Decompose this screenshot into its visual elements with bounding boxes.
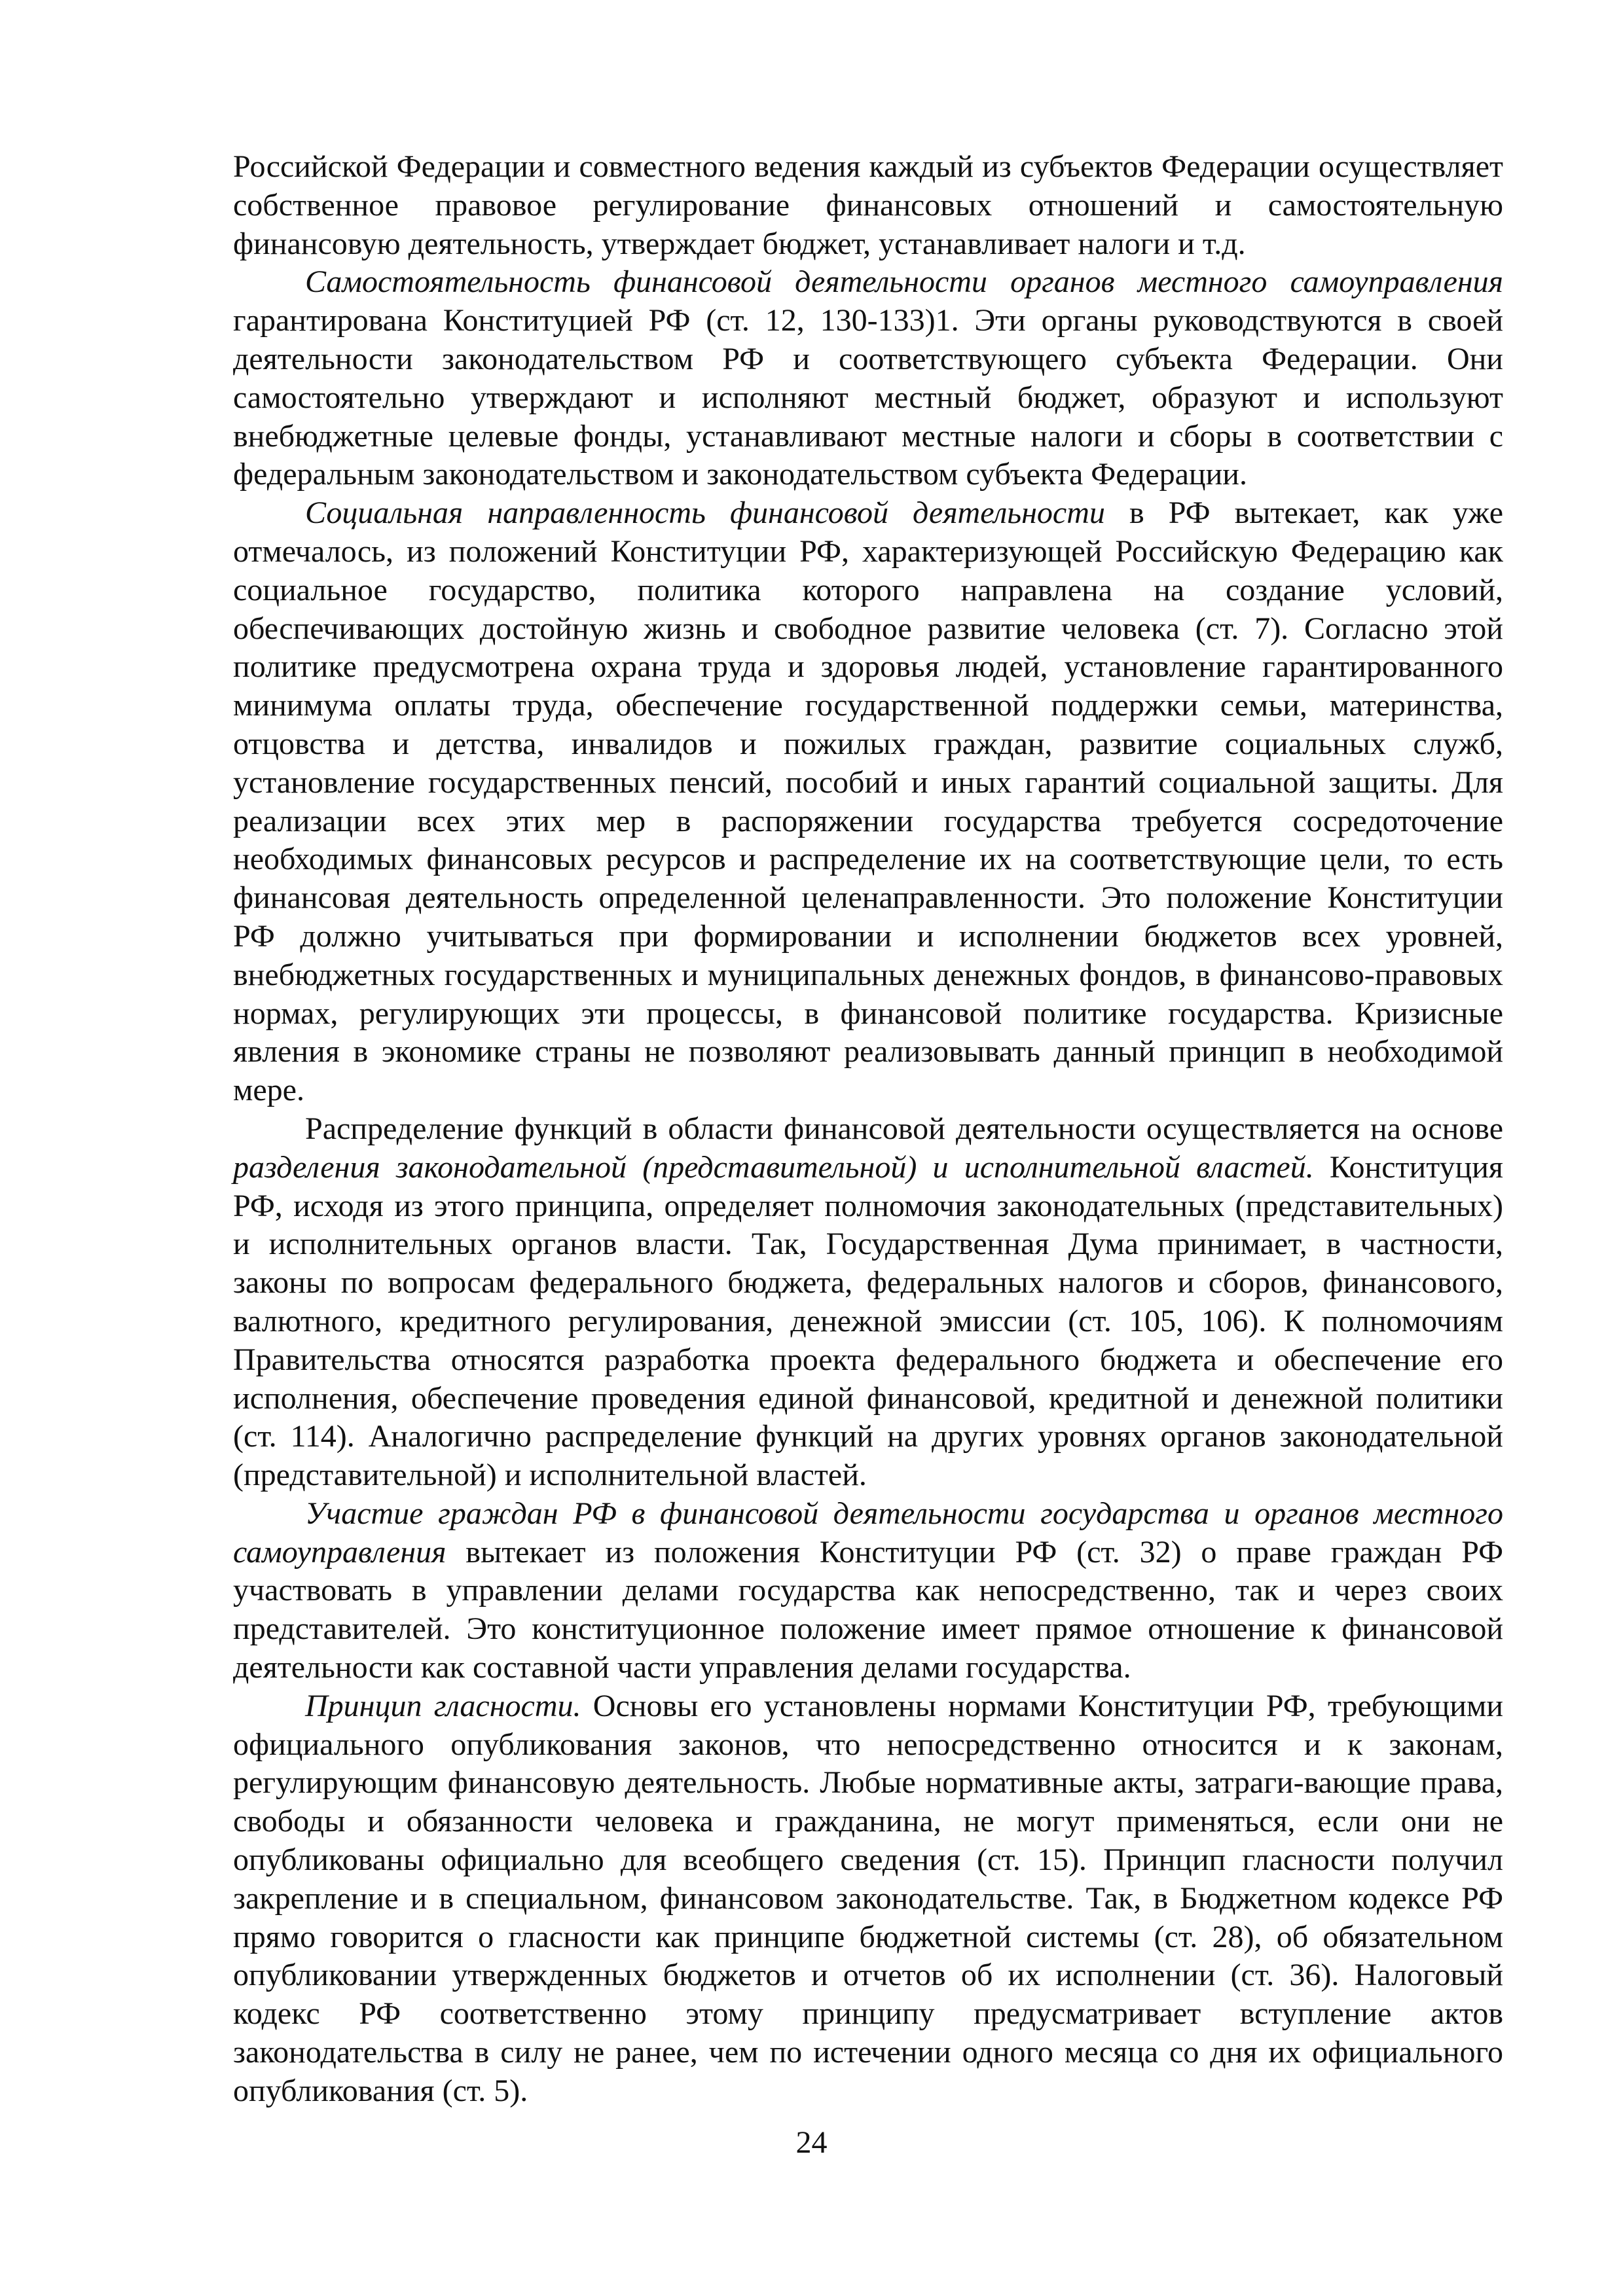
paragraph-6-italic-term: Принцип гласности. [305, 1688, 581, 1723]
paragraph-6-text: Основы его установлены нормами Конституции РФ, требующими официального опубликования законов, что непосредственно относится и к законам, регулирующим финансовую деятельность. Любые нормативные акты, затраги-вающие права, свободы и обязанности человека и гражданина, не могут применяться, если они не опубликованы официально для всеобщего сведения (ст. 15). Принцип гласности получил закрепление и в специальном, финансовом законодательстве. Так, в Бюджетном кодексе РФ прямо говорится о гласности как принципе бюджетной системы (ст. 28), об обязательном опубликовании утвержденных бюджетов и отчетов об их исполнении (ст. 36). Налоговый кодекс РФ соответственно этому принципу предусматривает вступление актов законодательства в силу не ранее, чем по истечении одного месяца со дня их официального опубликования (ст. 5). [233, 1688, 1504, 2108]
paragraph-5-italic-term: Участие граждан РФ в финансовой деятельности государства и органов местного самоуправления [233, 1496, 1503, 1570]
paragraph-3-italic-term: Социальная направленность финансовой деятельности [305, 495, 1105, 531]
paragraph-4 [233, 1110, 1503, 1495]
paragraph-2 [233, 263, 1503, 494]
paragraph-2-text: гарантирована Конституцией РФ (ст. 12, 130-133)1. Эти органы руководствуются в своей деятельности законодательством РФ и соответствующего субъекта Федерации. Они самостоятельно утверждают и исполняют местный бюджет, образуют и используют внебюджетные целевые фонды, устанавливают местные налоги и сборы в соответствии с федеральным законодательством и законодательством субъекта Федерации. [233, 303, 1503, 492]
paragraph-5 [233, 1495, 1503, 1687]
paragraph-5-text: вытекает из положения Конституции РФ (ст. 32) о праве граждан РФ участвовать в управлении делами государства как непосредственно, так и через своих представителей. Это конституционное положение имеет прямое отношение к финансовой деятельности как составной части управления делами государства. [233, 1534, 1503, 1685]
paragraph-6 [233, 1687, 1503, 2111]
paragraph-1 [233, 148, 1503, 263]
paragraph-1-text: Российской Федерации и совместного ведения каждый из субъектов Федерации осуществляет собственное правовое регулирование финансовых отношений и самостоятельную финансовую деятельность, утверждает бюджет, устанавливает налоги и т.д. [233, 149, 1503, 261]
body-text [233, 148, 1503, 2111]
paragraph-3 [233, 494, 1503, 1110]
page-number: 24 [795, 2125, 828, 2160]
paragraph-4-lead: Распределение функций в области финансовой деятельности осуществляется на основе [305, 1111, 1503, 1146]
paragraph-4-italic-term: разделения законодательной (представительной) и исполнительной властей. [233, 1149, 1314, 1185]
paragraph-2-italic-term: Самостоятельность финансовой деятельности органов местного самоуправления [305, 264, 1503, 300]
paragraph-4-text: Конституция РФ, исходя из этого принципа, определяет полномочия законодательных (представительных) и исполнительных органов власти. Так, Государственная Дума принимает, в частности, законы по вопросам федерального бюджета, федеральных налогов и сборов, финансового, валютного, кредитного регулирования, денежной эмиссии (ст. 105, 106). К полномочиям Правительства относятся разработка проекта федерального бюджета и обеспечение его исполнения, обеспечение проведения единой финансовой, кредитной и денежной политики (ст. 114). Аналогично распределение функций на других уровнях органов законодательной (представительной) и исполнительной властей. [233, 1149, 1503, 1493]
paragraph-3-text: в РФ вытекает, как уже отмечалось, из положений Конституции РФ, характеризующей Российскую Федерацию как социальное государство, политика которого направлена на создание условий, обеспечивающих достойную жизнь и свободное развитие человека (ст. 7). Согласно этой политике предусмотрена охрана труда и здоровья людей, установление гарантированного минимума оплаты труда, обеспечение государственной поддержки семьи, материнства, отцовства и детства, инвалидов и пожилых граждан, развитие социальных служб, установление государственных пенсий, пособий и иных гарантий социальной защиты. Для реализации всех этих мер в распоряжении государства требуется сосредоточение необходимых финансовых ресурсов и распределение их на соответствующие цели, то есть финансовая деятельность определенной целенаправленности. Это положение Конституции РФ должно учитываться при формировании и исполнении бюджетов всех уровней, внебюджетных государственных и муниципальных денежных фондов, в финансово-правовых нормах, регулирующих эти процессы, в финансовой политике государства. Кризисные явления в экономике страны не позволяют реализовывать данный принцип в необходимой мере. [233, 495, 1503, 1108]
